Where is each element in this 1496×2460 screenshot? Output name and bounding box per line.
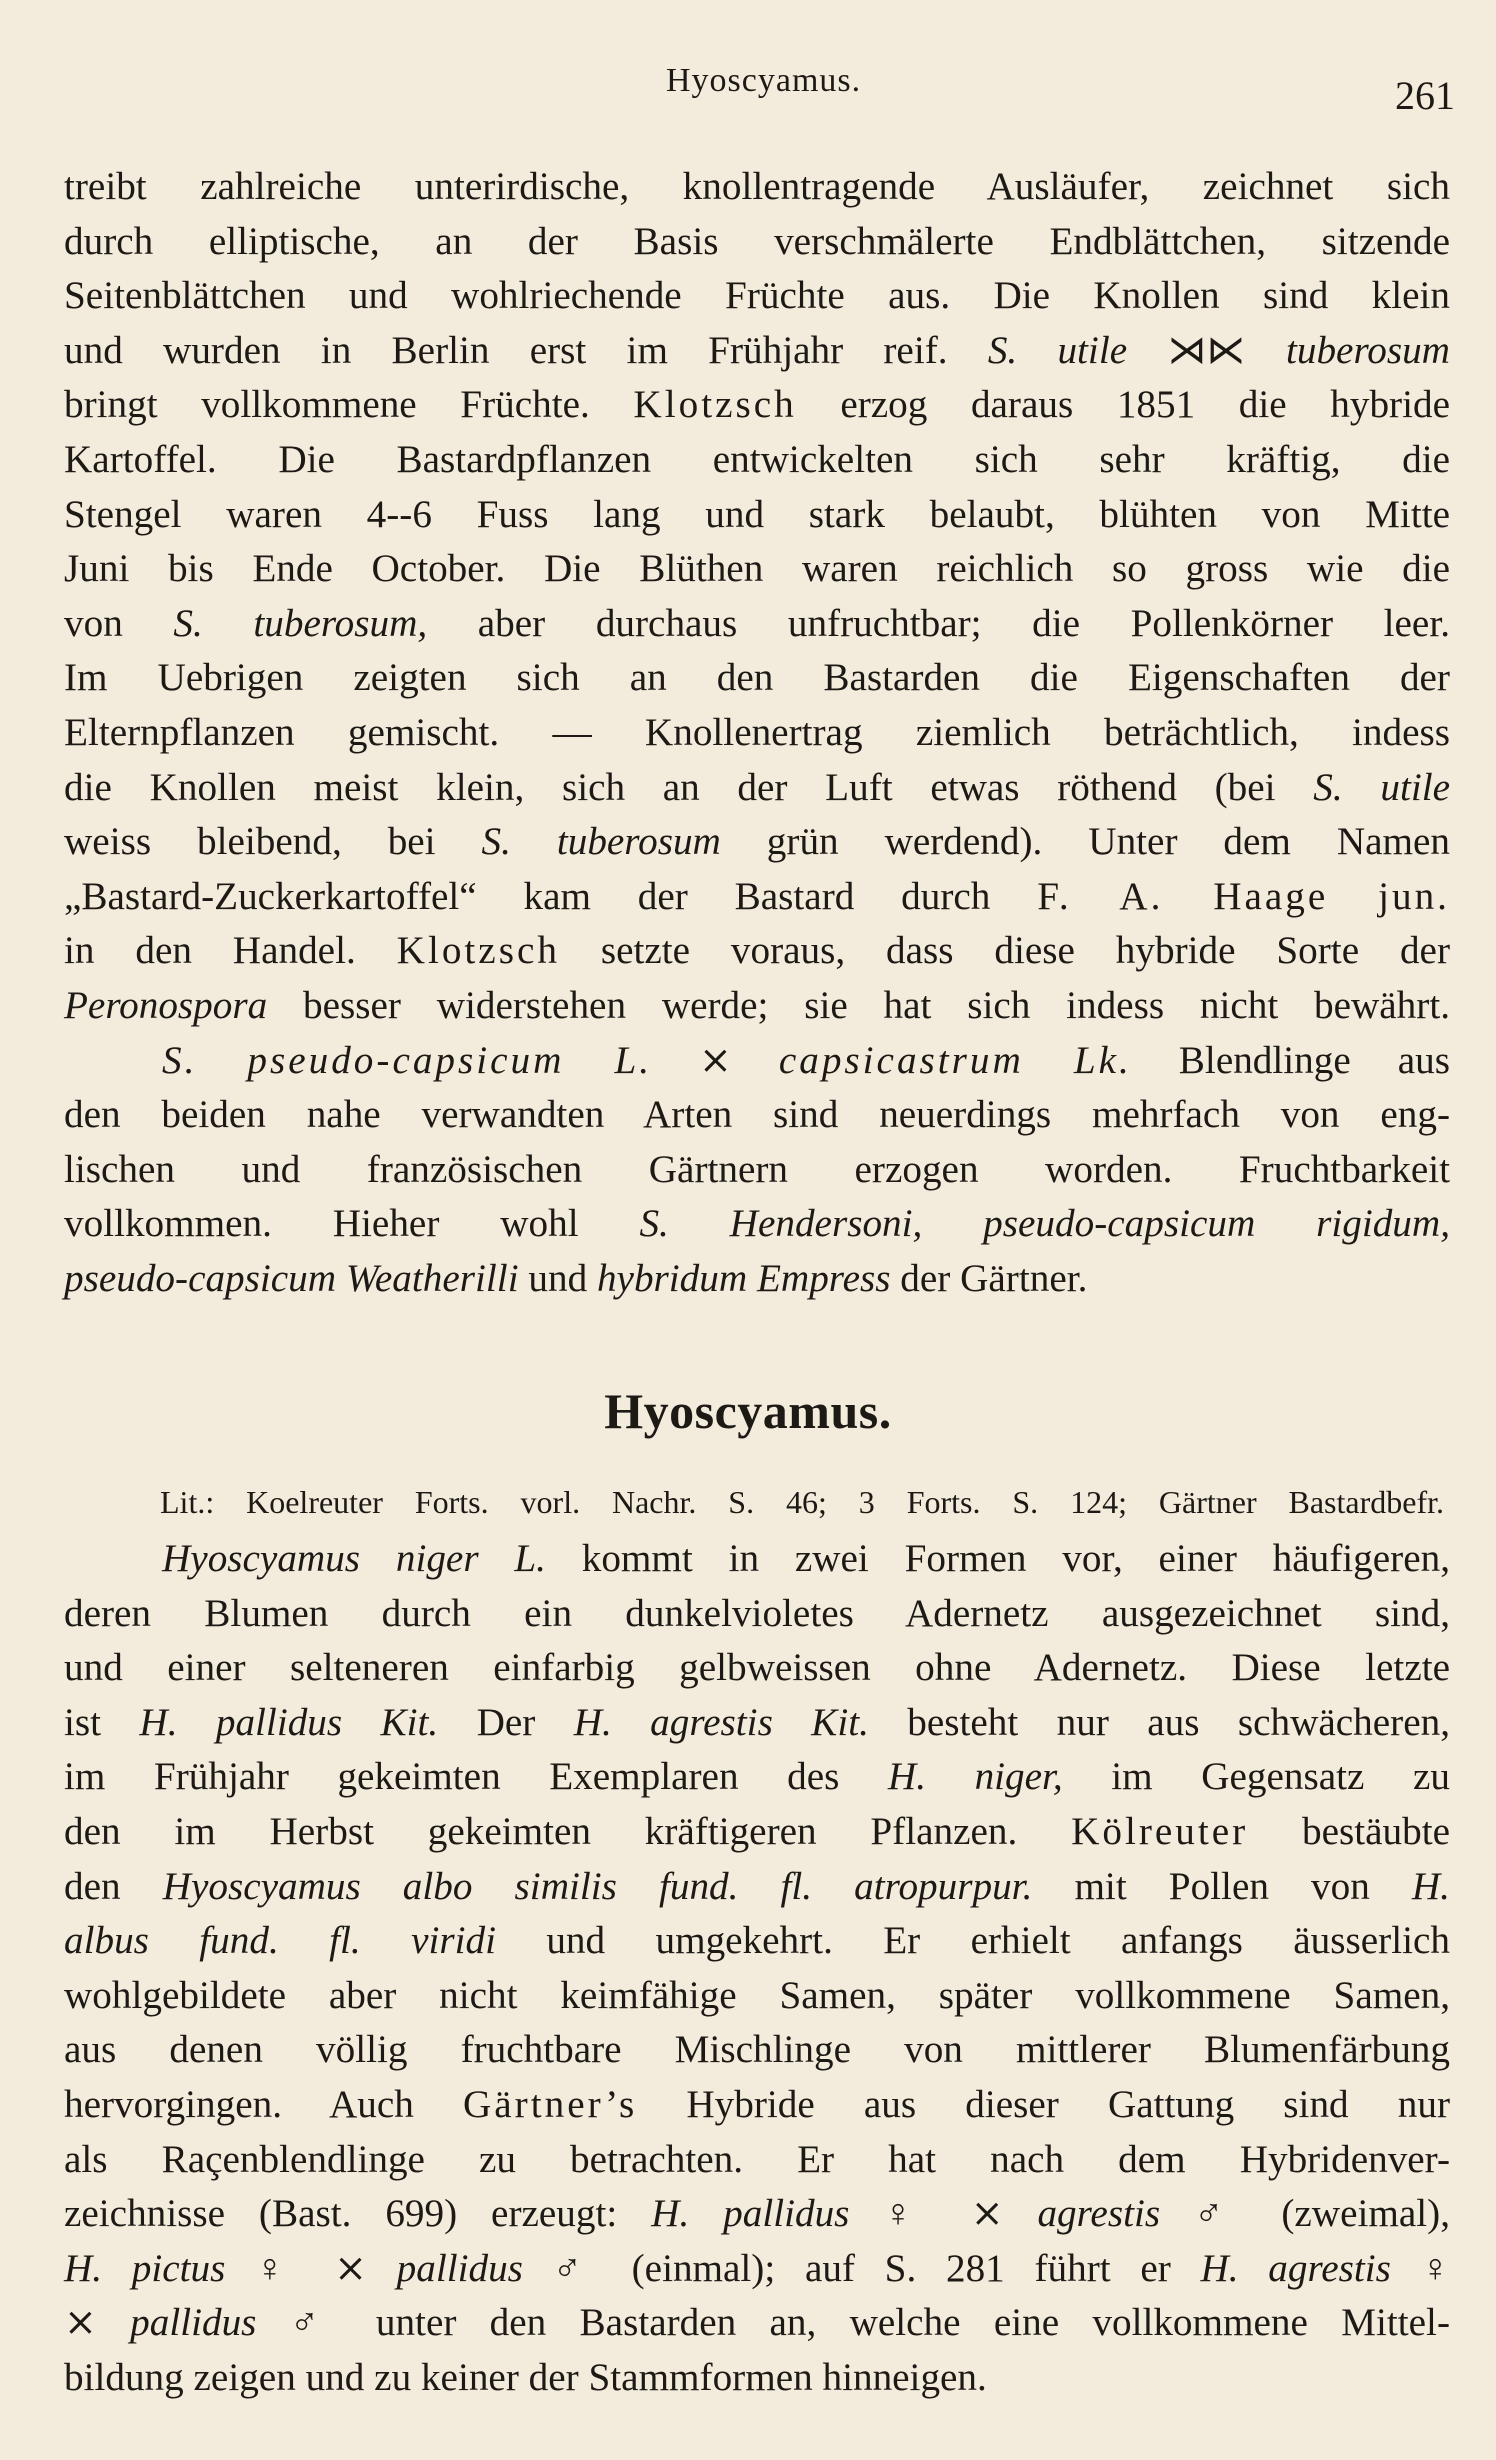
paragraph-block-solanum xyxy=(64,160,1450,1306)
italic-term: S. tuberosum, xyxy=(173,601,428,645)
text-line xyxy=(64,1696,1450,1751)
literature-reference: Lit.: Koelreuter Forts. vorl. Nachr. S. 46; 3 Forts. S. 124; Gärtner Bastardbefr. xyxy=(160,1484,1444,1520)
italic-term: H. pictus xyxy=(64,2246,226,2290)
text-line xyxy=(64,378,1450,433)
text-run: in den Handel. xyxy=(64,929,397,973)
spaced-name: Gärtner’s xyxy=(462,2082,638,2126)
text-run: ⨯ xyxy=(64,2301,131,2345)
text-line xyxy=(64,1034,1450,1089)
text-run: Kartoffel. Die Bastardpflanzen entwickelten sich sehr kräftig, die xyxy=(64,437,1450,481)
italic-term: S. Hendersoni, pseudo-capsicum rigidum, xyxy=(639,1202,1450,1246)
text-run: zeichnisse (Bast. 699) erzeugt: xyxy=(64,2192,652,2236)
text-run: Stengel waren 4--6 Fuss lang und stark belaubt, blühten von Mitte xyxy=(64,492,1450,536)
text-run: ♀ xyxy=(1390,2246,1451,2290)
text-line xyxy=(64,1969,1450,2024)
text-run: ♂ (einmal); auf S. 281 führt er xyxy=(522,2246,1201,2290)
text-line xyxy=(64,597,1450,652)
spaced-name: F. A. Haage jun. xyxy=(1037,874,1450,918)
text-run: mit Pollen von xyxy=(1032,1864,1412,1908)
text-line xyxy=(64,2187,1450,2242)
text-line xyxy=(64,2242,1450,2297)
text-run: treibt zahlreiche unterirdische, knollentragende Ausläufer, zeichnet sich xyxy=(64,165,1450,208)
text-run: deren Blumen durch ein dunkelvioletes Adernetz ausgezeichnet sind, xyxy=(64,1591,1450,1635)
text-run: als Raçenblendlinge zu betrachten. Er hat nach dem Hybridenver- xyxy=(64,2137,1450,2181)
italic-term: hybridum Empress xyxy=(596,1256,891,1300)
italic-term: S. tuberosum xyxy=(481,820,721,864)
text-run: ist xyxy=(64,1700,140,1744)
text-run: grün werdend). Unter dem Namen xyxy=(720,820,1450,864)
text-line xyxy=(64,1860,1450,1915)
text-run: Juni bis Ende October. Die Blüthen waren reichlich so gross wie die xyxy=(64,547,1450,591)
italic-term: H. agrestis Kit. xyxy=(573,1700,869,1744)
text-run: Seitenblättchen und wohlriechende Früchte aus. Die Knollen sind klein xyxy=(64,274,1450,318)
text-line xyxy=(64,160,1450,215)
text-run: ⋊⋉ xyxy=(1127,328,1286,372)
text-line xyxy=(64,2023,1450,2078)
italic-term: S. pseudo-capsicum L. xyxy=(162,1038,653,1082)
text-line xyxy=(64,488,1450,543)
text-line xyxy=(64,2351,1450,2406)
page-number: 261 xyxy=(1395,73,1455,118)
running-title: Hyoscyamus. xyxy=(666,62,862,99)
text-run: hervorgingen. Auch xyxy=(64,2082,463,2126)
text-line xyxy=(64,324,1450,379)
text-run: und xyxy=(518,1256,597,1300)
text-run: Der xyxy=(438,1700,574,1744)
text-line xyxy=(64,2296,1450,2351)
text-run: den im Herbst gekeimten kräftigeren Pflanzen. xyxy=(64,1809,1072,1853)
text-run: Blendlinge aus xyxy=(1131,1038,1450,1082)
text-run: ♂ unter den Bastarden an, welche eine vollkommene Mittel- xyxy=(256,2301,1450,2345)
text-line xyxy=(64,1805,1450,1860)
text-run: ♂ (zweimal), xyxy=(1160,2192,1450,2236)
text-line xyxy=(64,542,1450,597)
text-line xyxy=(64,215,1450,270)
text-line xyxy=(64,815,1450,870)
text-run: die Knollen meist klein, sich an der Luft etwas röthend (bei xyxy=(64,765,1314,809)
text-run: setzte voraus, dass diese hybride Sorte der xyxy=(559,929,1450,973)
text-run: und umgekehrt. Er erhielt anfangs äusserlich xyxy=(495,1919,1450,1963)
text-run: im Frühjahr gekeimten Exemplaren des xyxy=(64,1755,888,1799)
italic-term: H. niger, xyxy=(887,1755,1063,1799)
text-line xyxy=(64,1587,1450,1642)
text-run: weiss bleibend, bei xyxy=(64,820,482,864)
text-line xyxy=(64,1532,1450,1587)
text-line xyxy=(64,1252,1450,1307)
text-run: Hybride aus dieser Gattung sind nur xyxy=(637,2082,1450,2126)
text-run: Elternpflanzen gemischt. — Knollenertrag ziemlich beträchtlich, indess xyxy=(64,710,1450,754)
text-line xyxy=(64,1641,1450,1696)
text-run: erzog daraus 1851 die hybride xyxy=(796,383,1450,427)
text-run: kommt in zwei Formen vor, einer häufigeren, xyxy=(545,1537,1450,1580)
text-run: ♀ ⨯ xyxy=(225,2246,397,2290)
text-line xyxy=(64,2133,1450,2188)
italic-term: H. pallidus xyxy=(651,2192,850,2236)
italic-term: Peronospora xyxy=(64,983,268,1027)
spaced-name: Klotzsch xyxy=(633,383,797,427)
italic-term: H. xyxy=(1411,1864,1450,1908)
text-run: von xyxy=(64,601,174,645)
text-line xyxy=(64,870,1450,925)
italic-term: Hyoscyamus niger L. xyxy=(162,1537,546,1580)
text-run: Im Uebrigen zeigten sich an den Bastarden die Eigenschaften der xyxy=(64,656,1450,700)
text-line xyxy=(64,761,1450,816)
text-run: und einer selteneren einfarbig gelbweissen ohne Adernetz. Diese letzte xyxy=(64,1646,1450,1690)
italic-term: pallidus xyxy=(130,2301,257,2345)
italic-term: Hyoscyamus albo similis fund. fl. atropurpur. xyxy=(162,1864,1033,1908)
text-run: im Gegensatz zu xyxy=(1062,1755,1450,1799)
text-run: ⨯ xyxy=(652,1038,779,1082)
text-run: aus denen völlig fruchtbare Mischlinge von mittlerer Blumenfärbung xyxy=(64,2028,1450,2072)
italic-term: H. pallidus Kit. xyxy=(139,1700,439,1744)
running-head xyxy=(0,62,1496,118)
text-run: besser widerstehen werde; sie hat sich indess nicht bewährt. xyxy=(267,983,1450,1027)
italic-term: agrestis xyxy=(1037,2192,1161,2236)
text-line xyxy=(64,1197,1450,1252)
italic-term: tuberosum xyxy=(1285,328,1450,372)
italic-term: S. utile xyxy=(1313,765,1450,809)
text-run: ♀ ⨯ xyxy=(849,2192,1038,2236)
text-run: den beiden nahe verwandten Arten sind neuerdings mehrfach von eng- xyxy=(64,1093,1450,1137)
text-line xyxy=(64,1143,1450,1198)
text-run: „Bastard-Zuckerkartoffel“ kam der Bastard durch xyxy=(64,874,1038,918)
text-run: bestäubte xyxy=(1248,1809,1450,1853)
italic-term: S. utile xyxy=(987,328,1128,372)
text-run: durch elliptische, an der Basis verschmälerte Endblättchen, sitzende xyxy=(64,219,1450,263)
text-run: der Gärtner. xyxy=(890,1256,1088,1300)
italic-term: albus fund. fl. viridi xyxy=(64,1919,496,1963)
text-line xyxy=(64,1088,1450,1143)
text-run: wohlgebildete aber nicht keimfähige Samen, später vollkommene Samen, xyxy=(64,1973,1450,2017)
text-run: besteht nur aus schwächeren, xyxy=(868,1700,1450,1744)
text-line xyxy=(64,269,1450,324)
text-run: bildung zeigen und zu keiner der Stammformen hinneigen. xyxy=(64,2355,987,2399)
text-run: bringt vollkommene Früchte. xyxy=(64,383,634,427)
text-line xyxy=(64,924,1450,979)
section-heading: Hyoscyamus. xyxy=(604,1383,892,1439)
text-line xyxy=(64,979,1450,1034)
text-line xyxy=(64,1750,1450,1805)
text-line xyxy=(64,651,1450,706)
text-line xyxy=(64,706,1450,761)
text-line xyxy=(64,2078,1450,2133)
spaced-name: Kölreuter xyxy=(1071,1809,1249,1853)
text-line xyxy=(64,433,1450,488)
spaced-name: Klotzsch xyxy=(396,929,560,973)
text-line xyxy=(64,1914,1450,1969)
text-run: den xyxy=(64,1864,163,1908)
italic-term: pseudo-capsicum Weatherilli xyxy=(64,1256,519,1300)
text-run: vollkommen. Hieher wohl xyxy=(64,1202,640,1246)
paragraph-block-hyoscyamus xyxy=(64,1532,1450,2406)
italic-term: pallidus xyxy=(396,2246,523,2290)
italic-term: capsicastrum Lk. xyxy=(778,1038,1132,1082)
italic-term: H. agrestis xyxy=(1200,2246,1391,2290)
text-run: und wurden in Berlin erst im Frühjahr reif. xyxy=(64,328,988,372)
text-run: aber durchaus unfruchtbar; die Pollenkörner leer. xyxy=(427,601,1451,645)
text-run: lischen und französischen Gärtnern erzogen worden. Fruchtbarkeit xyxy=(64,1147,1450,1191)
